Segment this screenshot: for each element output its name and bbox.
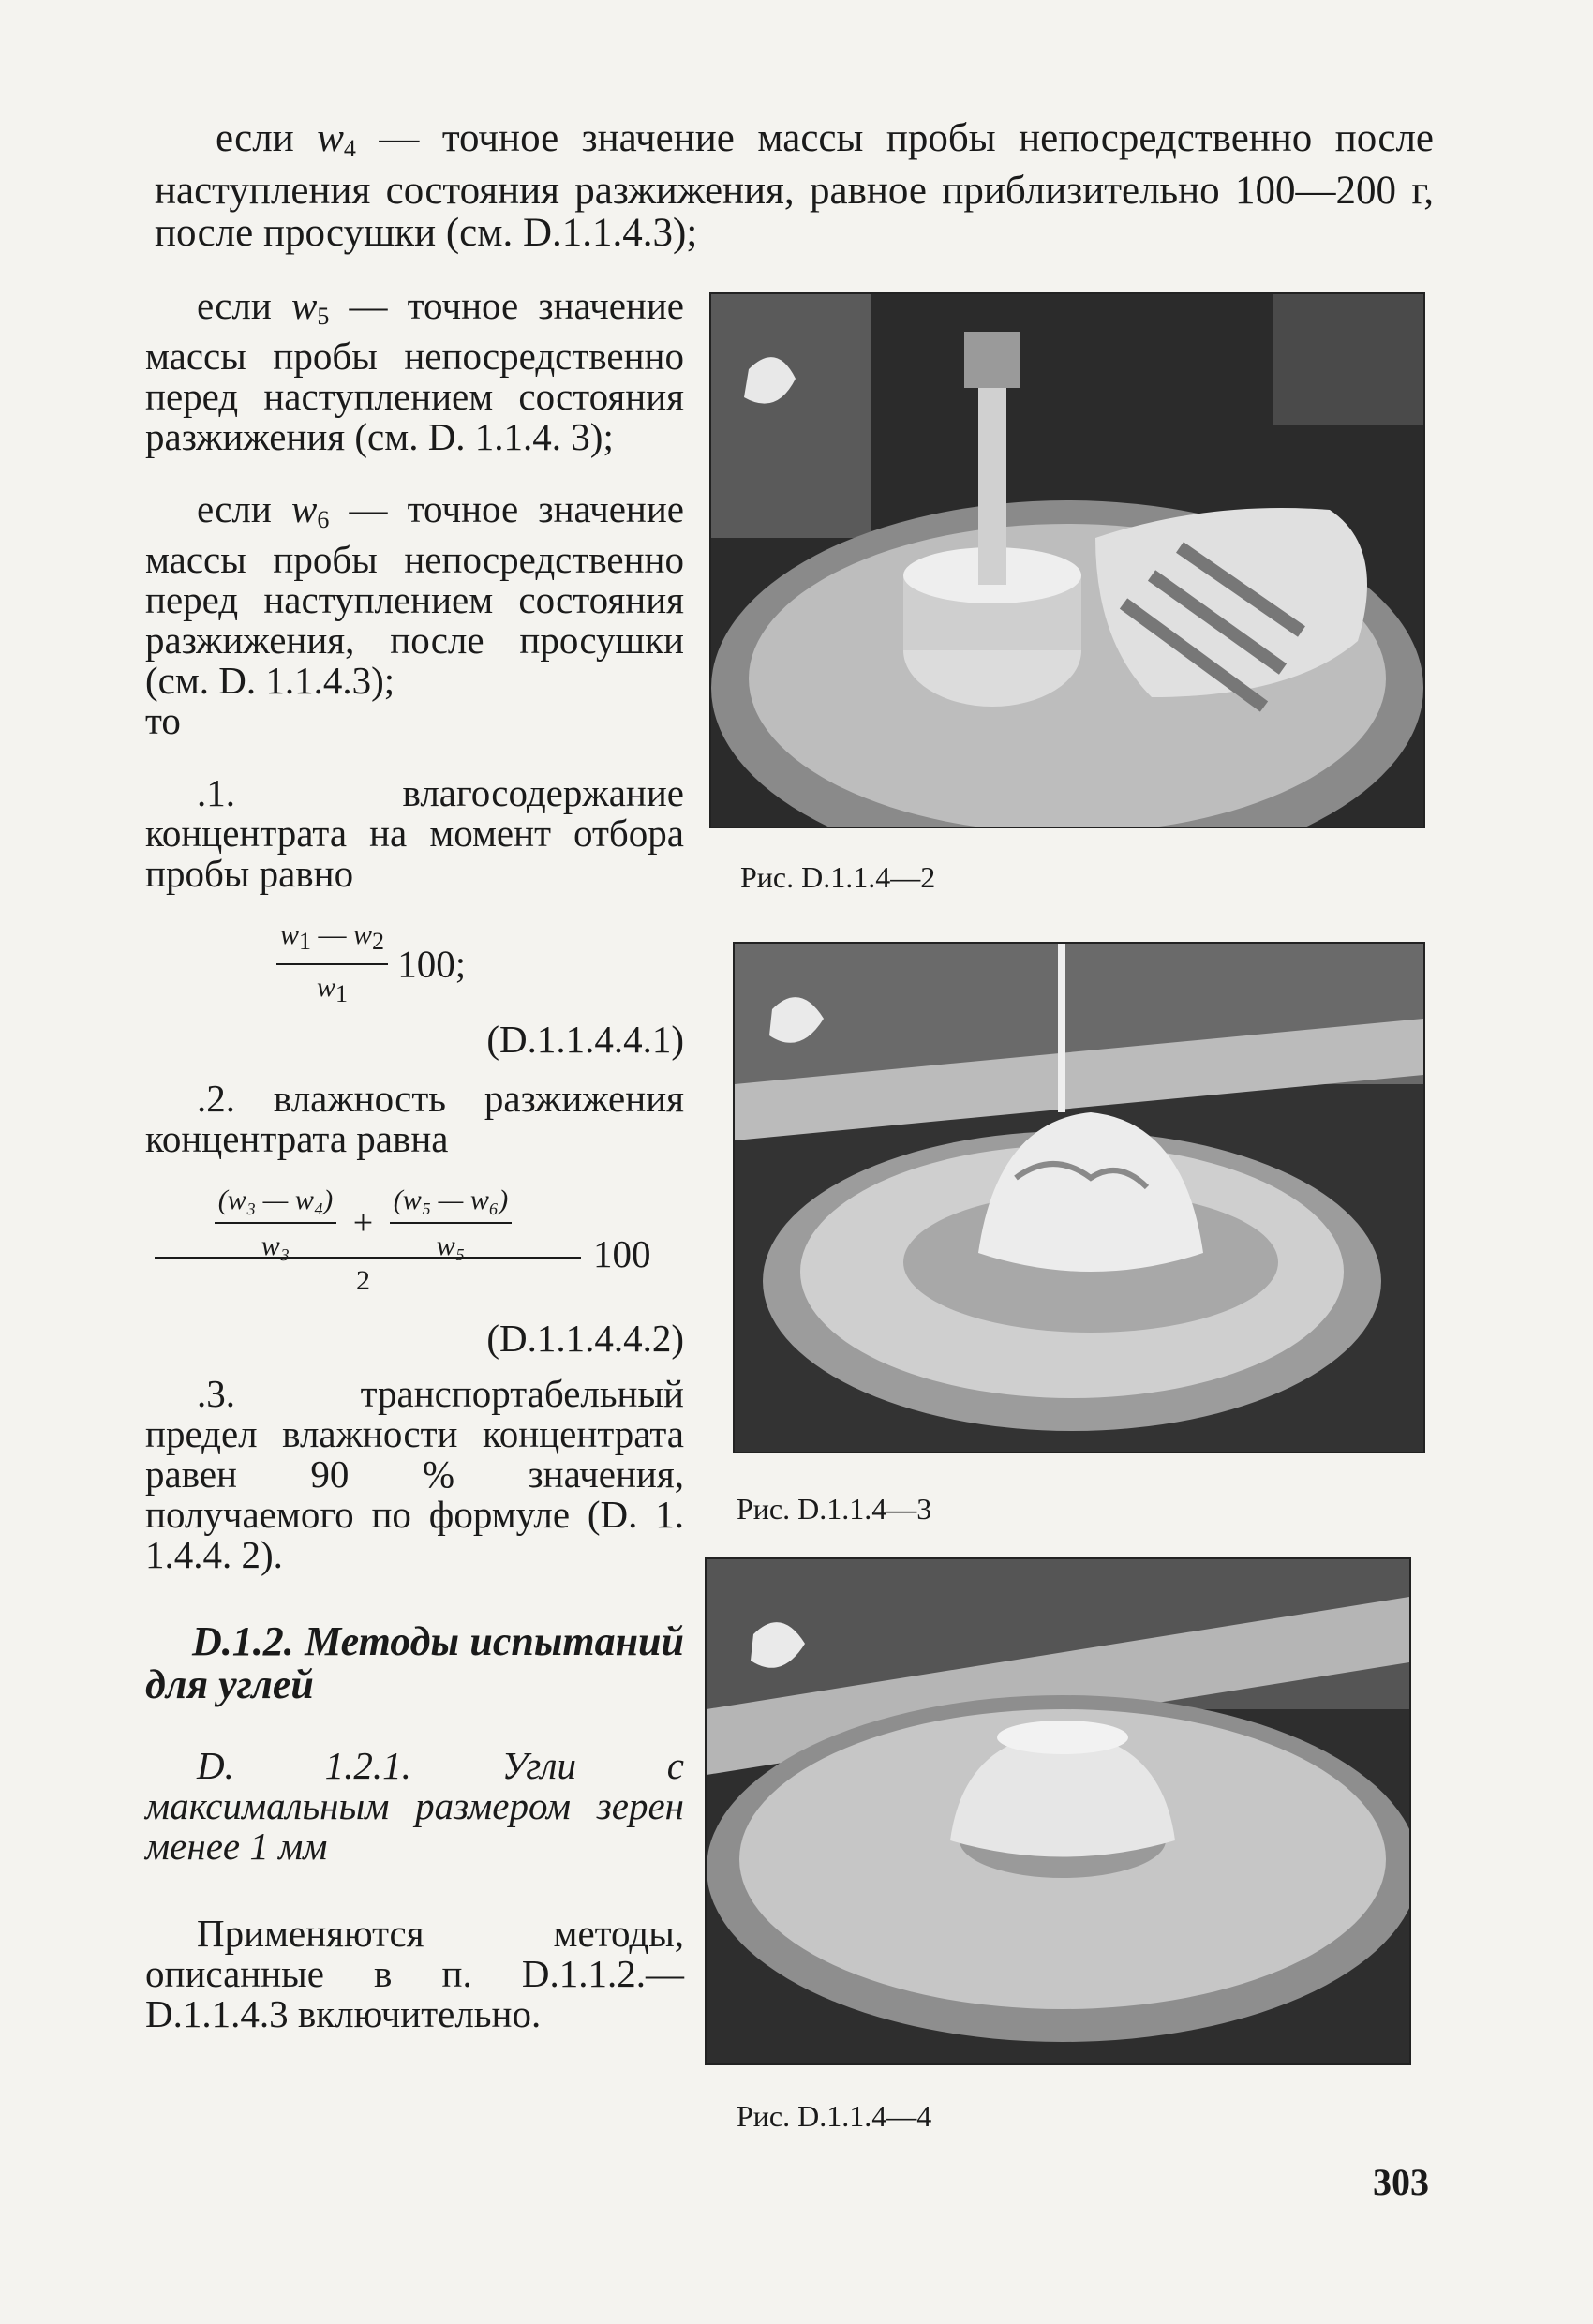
equation-number-1: (D.1.1.4.4.1) (486, 1018, 684, 1061)
text-body: — точное значение массы пробы непосредственно перед наступлением состояния разжижения (см. D. 1.1.4. 3); (145, 284, 684, 458)
subheading-text: D. 1.2.1. Угли с максимальным размером зерен менее 1 мм (145, 1744, 684, 1868)
figure-photo-3 (705, 1557, 1411, 2065)
item-1-text: .1. влагосодержание концентрата на момент отбора пробы равно (145, 771, 684, 895)
fraction-bar (155, 1257, 581, 1259)
formula-2-denominator: 2 (356, 1265, 370, 1296)
top-paragraph (155, 117, 1434, 254)
page-number: 303 (1373, 2161, 1429, 2203)
item-1 (145, 773, 684, 894)
subscript: 6 (317, 506, 330, 533)
variable: w (290, 487, 318, 530)
equation-number-2: (D.1.1.4.4.2) (486, 1317, 684, 1360)
text-then: то (145, 699, 181, 742)
variable: w (317, 116, 344, 160)
figure-caption-2: Рис. D.1.1.4—3 (737, 1492, 932, 1526)
figure-caption-3: Рис. D.1.1.4—4 (737, 2099, 932, 2133)
subscript: 4 (343, 135, 356, 162)
formula-2-tail: 100 (593, 1232, 651, 1275)
heading-text: D.1.2. Методы испытаний для углей (145, 1618, 684, 1707)
denominator: w1 (317, 972, 349, 1007)
final-paragraph (145, 1914, 684, 2034)
text-pre: если (197, 284, 291, 327)
paragraph-w5 (145, 286, 684, 457)
paragraph-w6 (145, 489, 684, 741)
subsection-heading (145, 1746, 684, 1867)
fraction-b: $\frac{\text{(w₅ — w₆)}}{\text{w₅}}$ (390, 1180, 513, 1266)
formula-1 (145, 915, 684, 1014)
figure-photo-2 (733, 942, 1425, 1453)
section-heading (145, 1620, 684, 1706)
variable: w (290, 284, 318, 327)
formula-tail: 100; (397, 942, 467, 986)
left-column (145, 286, 684, 2034)
final-text: Применяются методы, описанные в п. D.1.1.2.— D.1.1.4.3 включительно. (145, 1912, 684, 2035)
subscript: 5 (317, 303, 330, 330)
text-body: — точное значение массы пробы непосредственно после наступления состояния разжижения, равное приблизительно 100—200 г, после просушки (см. D.1.1.4.3); (155, 116, 1434, 255)
fraction (276, 915, 388, 1014)
text-pre: если (197, 487, 291, 530)
figure-caption-1: Рис. D.1.1.4—2 (740, 860, 936, 894)
fraction-a: $\frac{\text{(w₃ — w₄)}}{\text{w₃}}$ (215, 1180, 337, 1266)
text-body: — точное значение массы пробы непосредственно перед наступлением состояния разжижения, после просушки (см. D. 1.1.4.3); (145, 487, 684, 702)
figure-photo-1 (709, 292, 1425, 828)
item-2 (145, 1079, 684, 1159)
text-pre: если (216, 116, 318, 160)
formula-2 (145, 1180, 684, 1296)
item-2-text: .2. влажность разжижения концентрата равна (145, 1077, 684, 1160)
item-3 (145, 1374, 684, 1575)
formula-2-numerator: $\frac{\text{(w₃ — w₄)}}{\text{w₃}}$ + $\frac{\text{(w₅ — w₆)}}{\text{w₅}}$ (145, 1180, 581, 1266)
numerator: w1 — w2 (276, 915, 388, 965)
item-3-text: .3. транспортабельный предел влажности концентрата равен 90 % значения, получаемого по формуле (D. 1. 1.4.4. 2). (145, 1372, 684, 1576)
